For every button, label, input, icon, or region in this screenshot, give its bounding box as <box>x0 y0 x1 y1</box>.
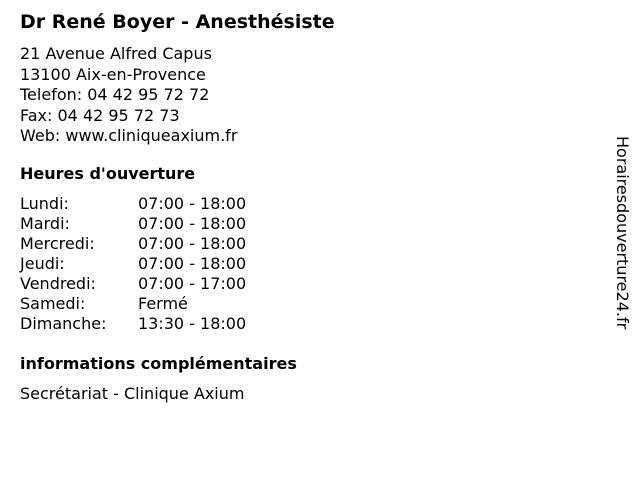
hours-row-vendredi <box>20 274 320 294</box>
additional-info-heading: informations complémentaires <box>20 354 297 373</box>
opening-hours-list <box>20 194 320 334</box>
hours-row-samedi <box>20 294 320 314</box>
website: Web: www.cliniqueaxium.fr <box>20 126 238 145</box>
opening-hours-heading: Heures d'ouverture <box>20 164 196 183</box>
watermark <box>612 136 632 372</box>
day-label: Mercredi: <box>20 234 95 253</box>
day-hours: 07:00 - 18:00 <box>138 194 247 213</box>
city-address: 13100 Aix-en-Provence <box>20 64 206 84</box>
phone-number: Telefon: 04 42 95 72 72 <box>20 85 210 104</box>
day-label: Lundi: <box>20 194 69 213</box>
day-label: Samedi: <box>20 294 86 313</box>
day-label: Mardi: <box>20 214 70 233</box>
day-label: Jeudi: <box>20 254 65 273</box>
watermark-text: Horairesdouverture24.fr <box>613 136 632 330</box>
day-hours: 07:00 - 18:00 <box>138 234 247 253</box>
address-block <box>20 44 237 147</box>
hours-row-jeudi <box>20 254 320 274</box>
hours-row-mardi <box>20 214 320 234</box>
hours-row-lundi <box>20 194 320 214</box>
fax-number: Fax: 04 42 95 72 73 <box>20 105 180 125</box>
day-hours: 07:00 - 18:00 <box>138 254 247 273</box>
page-title: Dr René Boyer - Anesthésiste <box>20 11 335 33</box>
day-hours: Fermé <box>138 294 188 313</box>
street-address: 21 Avenue Alfred Capus <box>20 44 212 63</box>
hours-row-mercredi <box>20 234 320 254</box>
day-hours: 07:00 - 17:00 <box>138 274 247 293</box>
day-label: Vendredi: <box>20 274 96 293</box>
additional-info-text: Secrétariat - Clinique Axium <box>20 384 245 403</box>
hours-row-dimanche <box>20 314 320 334</box>
day-hours: 13:30 - 18:00 <box>138 314 247 333</box>
day-hours: 07:00 - 18:00 <box>138 214 247 233</box>
day-label: Dimanche: <box>20 314 107 333</box>
